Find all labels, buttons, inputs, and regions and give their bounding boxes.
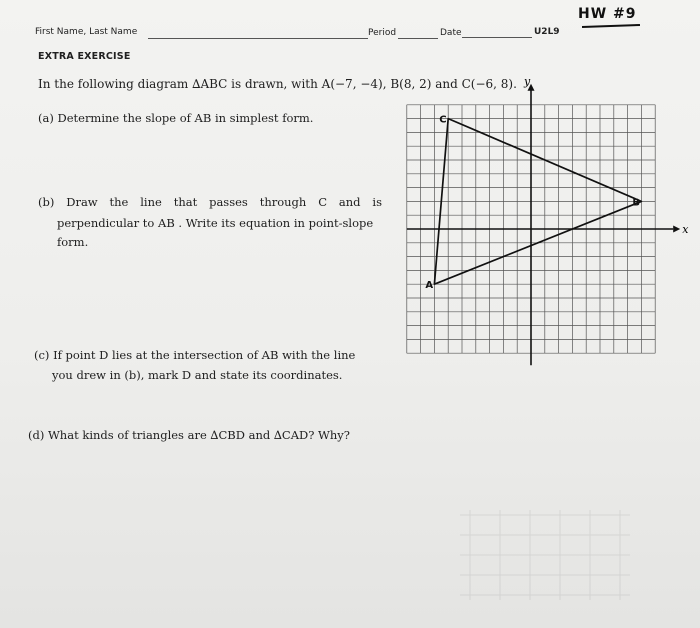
part-d-question: (d) What kinds of triangles are ∆CBD and ∆CAD? Why? xyxy=(28,428,350,442)
y-axis-label: y xyxy=(524,74,531,88)
period-label: Period xyxy=(368,28,397,38)
part-b-question-line-1: (b) Draw the line that passes through C and is xyxy=(38,195,382,209)
date-label: Date xyxy=(440,28,462,38)
homework-tag: HW #9 xyxy=(578,6,637,22)
part-b-question-line-2: perpendicular to AB . Write its equation in point-slope xyxy=(57,216,374,230)
name-label: First Name, Last Name xyxy=(35,27,138,37)
point-label-b: B xyxy=(632,197,641,209)
point-label-a: A xyxy=(425,280,434,292)
x-axis-label: x xyxy=(682,223,689,236)
x-axis-arrow xyxy=(673,226,680,233)
part-a-question: (a) Determine the slope of AB in simplest form. xyxy=(38,111,314,125)
intro-text: In the following diagram ∆ABC is drawn, with A(−7, −4), B(8, 2) and C(−6, 8). xyxy=(38,77,517,91)
part-c-question-line-1: (c) If point D lies at the intersection of AB with the line xyxy=(34,348,356,362)
part-c-question-line-2: you drew in (b), mark D and state its coordinates. xyxy=(52,368,343,382)
unit-code: U2L9 xyxy=(534,27,560,37)
section-title: EXTRA EXERCISE xyxy=(38,51,131,62)
point-label-c: C xyxy=(439,114,447,126)
part-b-question-line-3: form. xyxy=(57,235,89,249)
graph-point-labels xyxy=(425,115,640,292)
